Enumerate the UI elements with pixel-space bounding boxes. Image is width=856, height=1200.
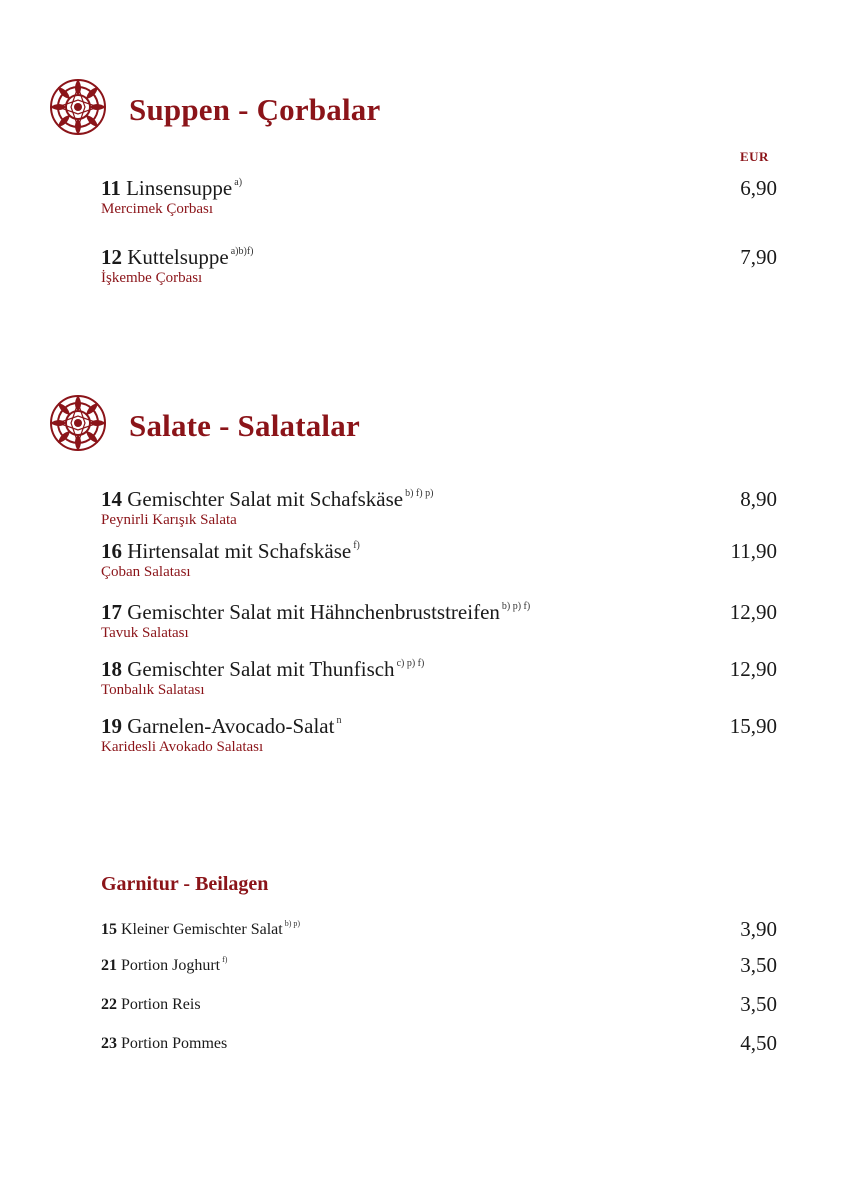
item-allergens: c) p) f) — [396, 658, 425, 669]
item-name: Kleiner Gemischter Salat — [121, 921, 283, 938]
item-number: 17 — [101, 600, 122, 624]
item-number: 14 — [101, 487, 122, 511]
item-turkish-name: Mercimek Çorbası — [101, 201, 214, 217]
item-price: 6,90 — [740, 176, 777, 200]
item-price: 7,90 — [740, 245, 777, 269]
item-price: 11,90 — [730, 539, 777, 563]
mandala-ornament-icon — [48, 393, 108, 453]
item-allergens: b) p) f) — [501, 601, 531, 612]
menu-item — [101, 953, 781, 981]
item-price: 3,50 — [740, 953, 777, 977]
menu-item — [101, 917, 781, 945]
item-name: Kuttelsuppe — [127, 245, 229, 269]
menu-item — [101, 992, 781, 1020]
menu-item — [101, 1031, 781, 1059]
section-title-salads: Salate - Salatalar — [129, 408, 360, 443]
section-title-sides: Garnitur - Beilagen — [101, 873, 269, 895]
item-allergens: a) — [234, 177, 243, 188]
item-name: Gemischter Salat mit Hähnchenbruststreifen — [127, 600, 500, 624]
item-price: 3,50 — [740, 992, 777, 1016]
item-turkish-name: İşkembe Çorbası — [101, 270, 203, 286]
menu-item — [101, 714, 781, 764]
item-price: 12,90 — [729, 600, 777, 624]
item-price: 12,90 — [729, 657, 777, 681]
item-price: 3,90 — [740, 917, 777, 941]
item-number: 12 — [101, 245, 122, 269]
item-name: Linsensuppe — [126, 176, 233, 200]
item-price: 8,90 — [740, 487, 777, 511]
item-turkish-name: Tonbalık Salatası — [101, 682, 205, 698]
item-number: 16 — [101, 539, 122, 563]
menu-item — [101, 657, 781, 707]
item-number: 19 — [101, 714, 122, 738]
item-name: Gemischter Salat mit Schafskäse — [127, 487, 404, 511]
item-turkish-name: Karidesli Avokado Salatası — [101, 739, 264, 755]
menu-item — [101, 245, 781, 295]
item-name: Gemischter Salat mit Thunfisch — [127, 657, 395, 681]
item-number: 11 — [101, 176, 121, 200]
item-allergens: f) — [353, 540, 360, 551]
menu-item — [101, 539, 781, 589]
item-number: 18 — [101, 657, 122, 681]
item-name: Portion Joghurt — [121, 957, 221, 974]
item-name: Portion Reis — [121, 996, 201, 1013]
item-name: Hirtensalat mit Schafskäse — [127, 539, 352, 563]
item-number: 21 — [101, 957, 117, 974]
item-name: Portion Pommes — [121, 1035, 228, 1052]
item-name: Garnelen-Avocado-Salat — [127, 714, 335, 738]
item-allergens: n — [336, 715, 342, 726]
item-number: 22 — [101, 996, 117, 1013]
currency-label: EUR — [740, 149, 769, 164]
menu-item — [101, 487, 781, 537]
item-allergens: b) f) p) — [405, 488, 434, 499]
item-number: 15 — [101, 921, 117, 938]
mandala-ornament-icon — [48, 77, 108, 137]
item-allergens: f) — [222, 955, 228, 964]
item-turkish-name: Çoban Salatası — [101, 564, 191, 580]
item-turkish-name: Tavuk Salatası — [101, 625, 189, 641]
menu-item — [101, 600, 781, 650]
section-title-soups: Suppen - Çorbalar — [129, 92, 381, 127]
item-allergens: a)b)f) — [230, 246, 254, 257]
item-price: 4,50 — [740, 1031, 777, 1055]
item-turkish-name: Peynirli Karışık Salata — [101, 512, 237, 528]
menu-item — [101, 176, 781, 226]
item-allergens: b) p) — [284, 919, 301, 928]
item-number: 23 — [101, 1035, 117, 1052]
item-price: 15,90 — [729, 714, 777, 738]
